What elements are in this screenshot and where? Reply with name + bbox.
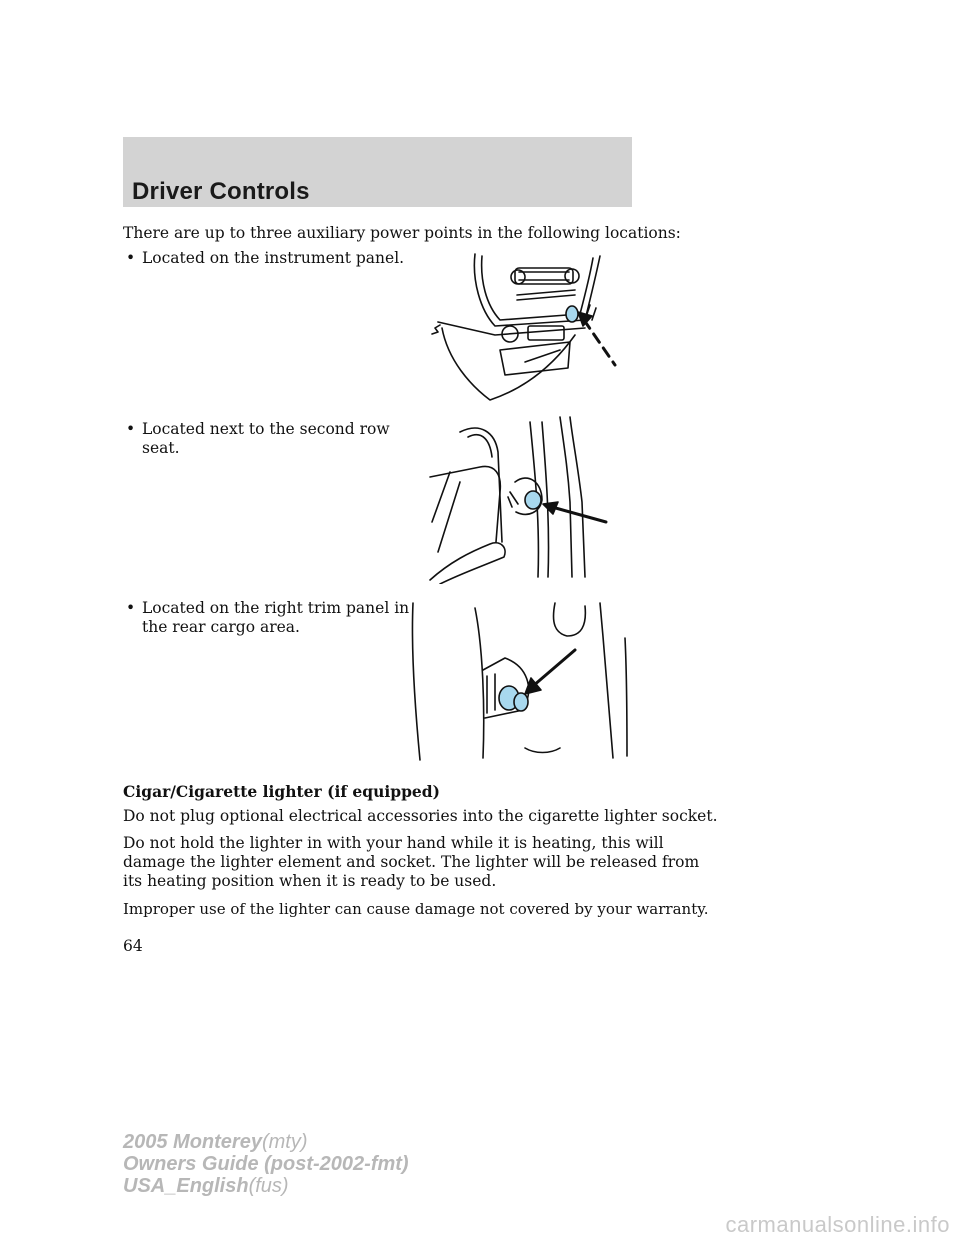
footer-language: USA_English — [123, 1175, 249, 1197]
footer-language-code: (fus) — [248, 1175, 289, 1197]
bullet-1-text: Located on the instrument panel. — [142, 249, 405, 267]
footer-model: 2005 Monterey — [123, 1131, 262, 1153]
lighter-paragraph-2-line1: Do not hold the lighter in with your hand while it is heating, this will — [123, 834, 664, 852]
bullet-marker: • — [126, 599, 136, 617]
lighter-paragraph-3: Improper use of the lighter can cause damage not covered by your warranty. — [123, 900, 709, 918]
lighter-paragraph-2-line3: its heating position when it is ready to be used. — [123, 872, 497, 890]
watermark: carmanualsonline.info — [725, 1212, 950, 1237]
second-row-seat-illustration — [420, 412, 620, 584]
lighter-paragraph-2-line2: damage the lighter element and socket. The lighter will be released from — [123, 853, 700, 871]
bullet-3-text-line2: the rear cargo area. — [142, 618, 300, 636]
instrument-panel-illustration — [420, 250, 635, 410]
lighter-heading: Cigar/Cigarette lighter (if equipped) — [123, 782, 440, 801]
document-footer — [123, 1131, 409, 1197]
footer-guide: Owners Guide (post-2002-fmt) — [123, 1153, 409, 1175]
bullet-marker: • — [126, 249, 136, 267]
footer-model-code: (mty) — [261, 1131, 308, 1153]
bullet-3-text-line1: Located on the right trim panel in — [142, 599, 410, 617]
intro-text: There are up to three auxiliary power points in the following locations: — [123, 224, 681, 242]
page-number: 64 — [123, 937, 143, 955]
rear-cargo-trim-panel-illustration — [405, 598, 635, 763]
bullet-marker: • — [126, 420, 136, 438]
lighter-paragraph-1: Do not plug optional electrical accessories into the cigarette lighter socket. — [123, 807, 718, 825]
bullet-2-text-line1: Located next to the second row — [142, 420, 390, 438]
bullet-2-text-line2: seat. — [142, 439, 180, 457]
section-title: Driver Controls — [132, 178, 310, 205]
